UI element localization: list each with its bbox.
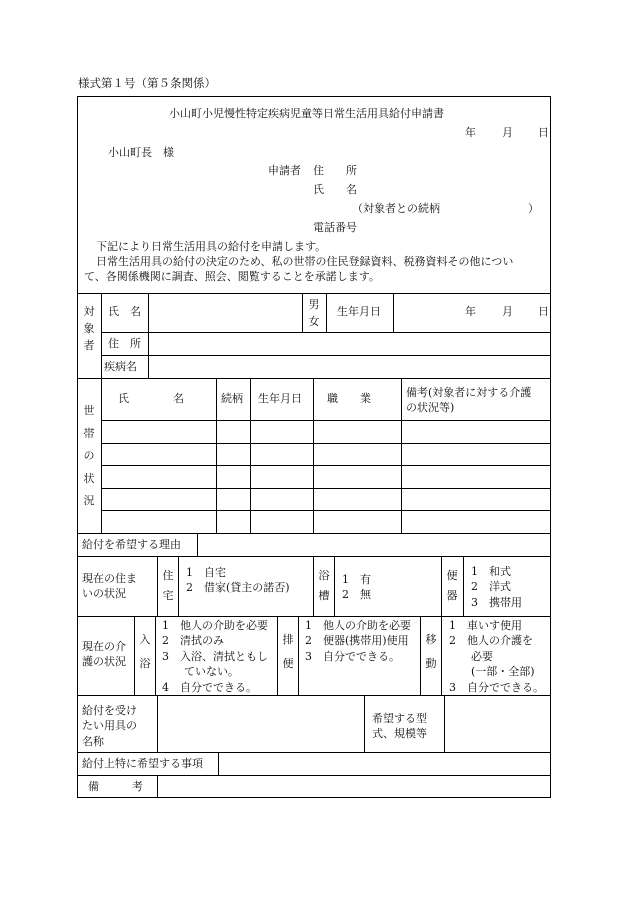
household-header-notes: 備考(対象者に対する介護 の状況等) xyxy=(406,386,532,415)
care-bath-options: 1 他人の介助を必要 2 清拭のみ 3 入浴、清拭ともし ていない。 4 自分でできる。 xyxy=(162,619,268,694)
applicant-relation-label: （対象者との続柄 ） xyxy=(352,202,539,215)
intro-line-1: 下記により日常生活用具の給付を申請します。 xyxy=(96,240,327,253)
intro-line-3: て、各関係機関に調査、照会、閲覧することを承諾します。 xyxy=(84,270,380,283)
subject-date-day: 日 xyxy=(538,305,549,318)
applicant-name-label: 氏 名 xyxy=(313,183,357,196)
care-movement-label: 移動 xyxy=(425,633,437,671)
household-header-birth: 生年月日 xyxy=(258,392,302,405)
subject-date-year: 年 xyxy=(465,305,476,318)
household-section-label: 世帯の状況 xyxy=(83,404,95,508)
residence-house-options: 1 自宅 2 借家(貸主の諾否) xyxy=(186,566,290,595)
applicant-address-label: 住 所 xyxy=(313,164,357,177)
date-year-label: 年 xyxy=(465,126,476,139)
special-request-label: 給付上特に希望する事項 xyxy=(82,757,203,770)
addressee: 小山町長 様 xyxy=(108,146,174,159)
care-bath-label: 入浴 xyxy=(139,633,151,671)
residence-bath-options: 1 有 2 無 xyxy=(342,573,371,602)
subject-birth-label: 生年月日 xyxy=(337,305,381,318)
remarks-label: 備 考 xyxy=(88,780,143,793)
residence-bath-label: 浴槽 xyxy=(318,569,330,603)
form-number: 様式第１号（第５条関係） xyxy=(78,76,216,90)
subject-name-label: 氏 名 xyxy=(108,305,141,318)
equipment-model-label: 希望する型 式、規模等 xyxy=(372,712,427,741)
form-title: 小山町小児慢性特定疾病児童等日常生活用具給付申請書 xyxy=(169,107,444,120)
residence-house-label: 住宅 xyxy=(162,569,174,603)
subject-address-label: 住 所 xyxy=(108,337,141,350)
care-excretion-label: 排便 xyxy=(282,633,294,671)
intro-line-2: 日常生活用具の給付の決定のため、私の世帯の住民登録資料、税務資料その他につい xyxy=(96,255,514,268)
subject-sex-label: 男女 xyxy=(308,298,320,329)
household-header-name: 氏 名 xyxy=(118,392,184,405)
residence-toilet-label: 便器 xyxy=(446,569,458,603)
care-excretion-options: 1 他人の介助を必要 2 便器(携帯用)使用 3 自分でできる。 xyxy=(305,619,411,663)
care-movement-options: 1 車いす使用 2 他人の介護を 必要 (一部・全部) 3 自分でできる。 xyxy=(449,619,544,694)
date-day-label: 日 xyxy=(538,126,549,139)
subject-disease-label: 疾病名 xyxy=(104,360,137,373)
equipment-label: 給付を受け たい用具の 名称 xyxy=(82,704,137,748)
household-header-job: 職 業 xyxy=(327,392,371,405)
subject-date-month: 月 xyxy=(502,305,513,318)
residence-toilet-options: 1 和式 2 洋式 3 携帯用 xyxy=(471,565,522,609)
residence-label: 現在の住ま いの状況 xyxy=(82,572,137,601)
care-label: 現在の介 護の状況 xyxy=(82,640,126,669)
subject-section-label: 対象者 xyxy=(83,305,95,353)
applicant-phone-label: 電話番号 xyxy=(313,221,357,234)
reason-label: 給付を希望する理由 xyxy=(82,538,181,551)
date-month-label: 月 xyxy=(502,126,513,139)
applicant-label: 申請者 xyxy=(268,164,301,177)
household-header-relation: 続柄 xyxy=(221,392,243,405)
